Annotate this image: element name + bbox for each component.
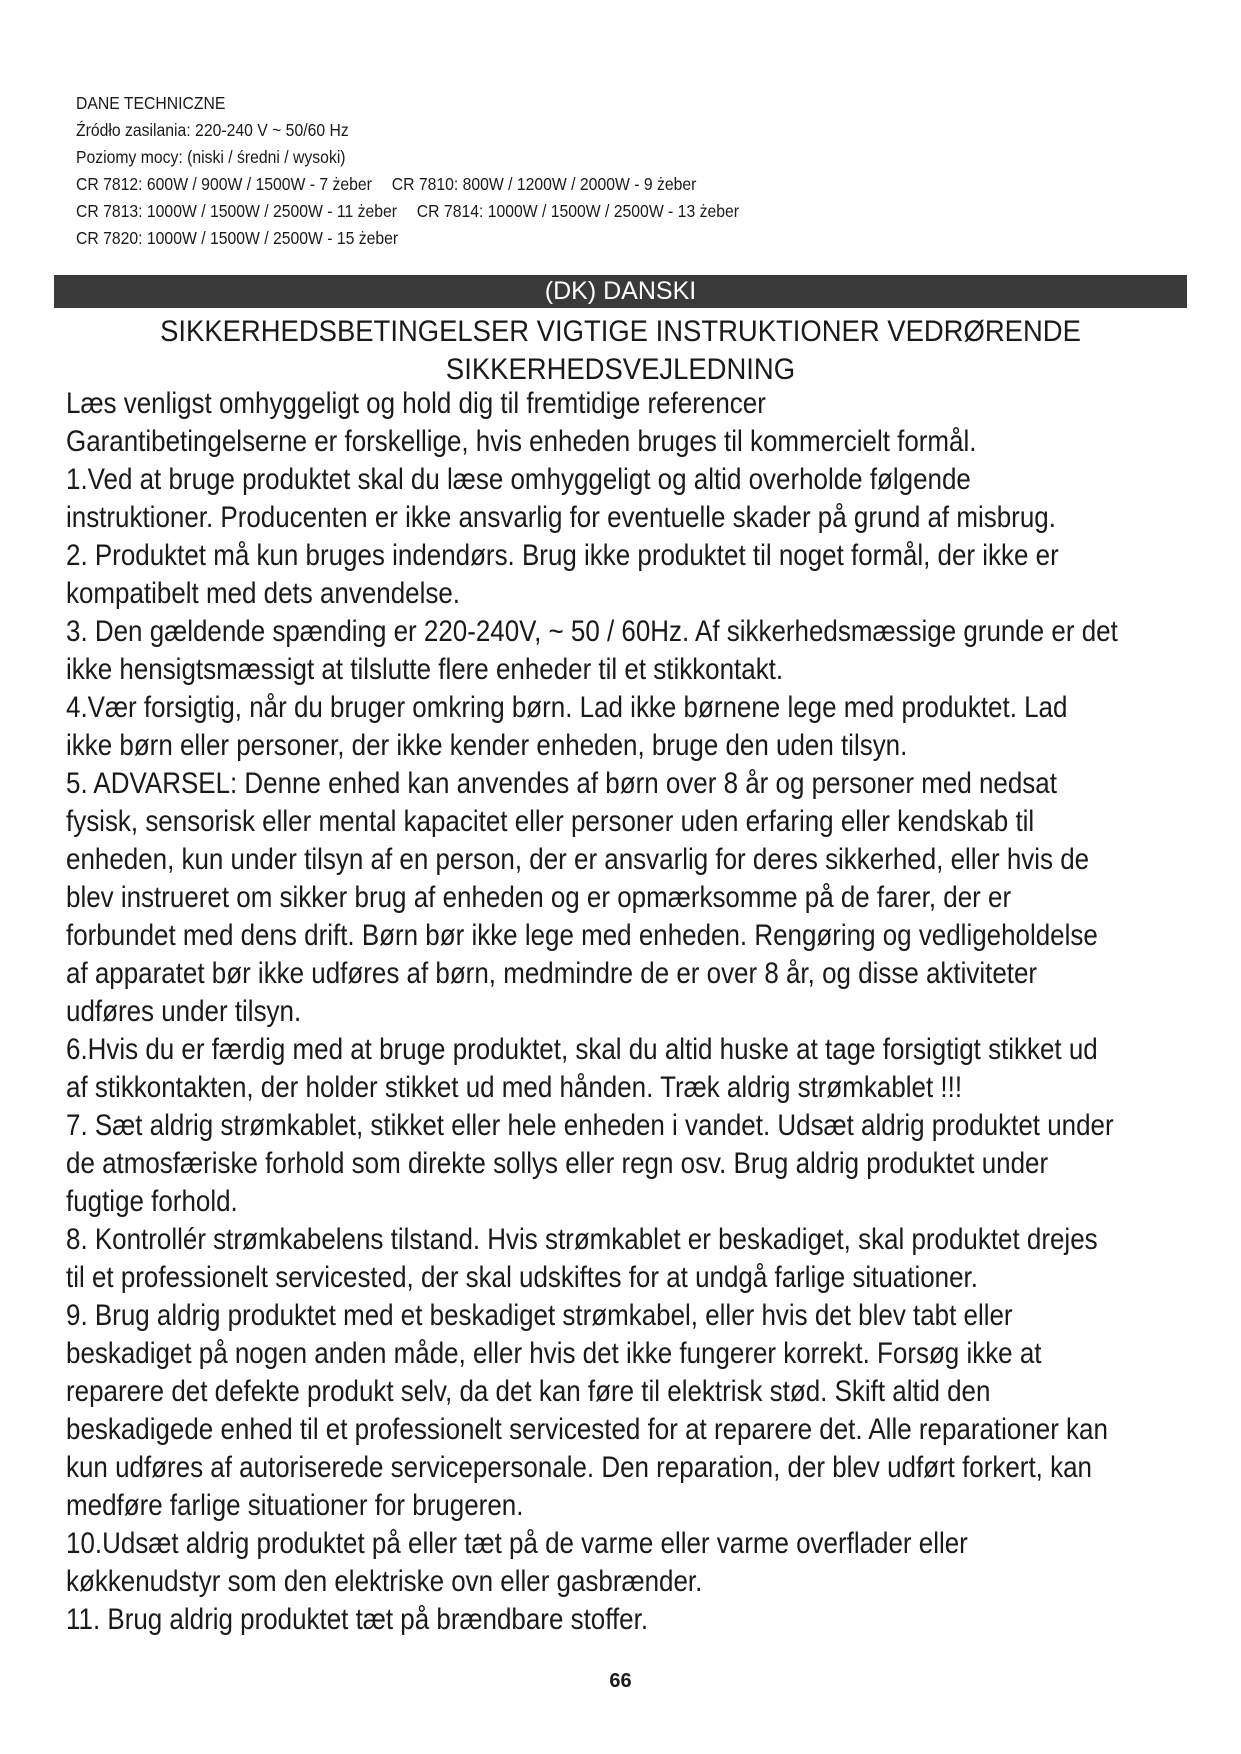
model-spec-row bbox=[76, 225, 1066, 252]
instruction-text-line: 11. Brug aldrig produktet tæt på brændbare stoffer. bbox=[66, 1603, 649, 1636]
instruction-text-line: 10.Udsæt aldrig produktet på eller tæt på de varme eller varme overflader eller bbox=[66, 1527, 968, 1560]
instruction-text-line: beskadigede enhed til et professionelt servicested for at reparere det. Alle reparationer kan bbox=[66, 1413, 1108, 1446]
instruction-text-line: Læs venligst omhyggeligt og hold dig til fremtidige referencer bbox=[66, 387, 766, 420]
instruction-text-line: fugtige forhold. bbox=[66, 1185, 238, 1218]
instruction-text-line: ikke børn eller personer, der ikke kender enheden, bruge den uden tilsyn. bbox=[66, 729, 908, 762]
instruction-text-line: enheden, kun under tilsyn af en person, der er ansvarlig for deres sikkerhed, eller hvis de bbox=[66, 843, 1090, 876]
instruction-text-line: Garantibetingelserne er forskellige, hvis enheden bruges til kommercielt formål. bbox=[66, 425, 977, 458]
instruction-text-line: 5. ADVARSEL: Denne enhed kan anvendes af børn over 8 år og personer med nedsat bbox=[66, 767, 1057, 800]
instruction-text-line: af apparatet bør ikke udføres af børn, medmindre de er over 8 år, og disse aktiviteter bbox=[66, 957, 1038, 990]
instruction-text-line: 8. Kontrollér strømkabelens tilstand. Hvis strømkablet er beskadiget, skal produktet drejes bbox=[66, 1223, 1098, 1256]
instruction-text-line: køkkenudstyr som den elektriske ovn eller gasbrænder. bbox=[66, 1565, 703, 1598]
instruction-text-line: fysisk, sensorisk eller mental kapacitet eller personer uden erfaring eller kendskab til bbox=[66, 805, 1035, 838]
instruction-text-line: kompatibelt med dets anvendelse. bbox=[66, 577, 460, 610]
instruction-text-line: 2. Produktet må kun bruges indendørs. Brug ikke produktet til noget formål, der ikke er bbox=[66, 539, 1059, 572]
model-spec: CR 7814: 1000W / 1500W / 2500W - 13 żeber bbox=[416, 201, 739, 221]
technical-data-block bbox=[76, 90, 1066, 252]
instruction-text-line: 6.Hvis du er færdig med at bruge produktet, skal du altid huske at tage forsigtigt stikket ud bbox=[66, 1033, 1098, 1066]
instruction-text-line: forbundet med dens drift. Børn bør ikke lege med enheden. Rengøring og vedligeholdelse bbox=[66, 919, 1098, 952]
instruction-text-line: 3. Den gældende spænding er 220-240V, ~ 50 / 60Hz. Af sikkerhedsmæssige grunde er det bbox=[66, 615, 1118, 648]
instruction-text-line: 1.Ved at bruge produktet skal du læse omhyggeligt og altid overholde følgende bbox=[66, 463, 971, 496]
language-section-header: (DK) DANSKI bbox=[54, 275, 1187, 308]
instruction-text-line: beskadiget på nogen anden måde, eller hvis det ikke fungerer korrekt. Forsøg ikke at bbox=[66, 1337, 1042, 1370]
instruction-text-line: instruktioner. Producenten er ikke ansvarlig for eventuelle skader på grund af misbrug. bbox=[66, 501, 1056, 534]
model-spec: CR 7812: 600W / 900W / 1500W - 7 żeber bbox=[76, 174, 372, 194]
page-number: 66 bbox=[609, 1670, 632, 1692]
instruction-text-line: 4.Vær forsigtig, når du bruger omkring børn. Lad ikke børnene lege med produktet. Lad bbox=[66, 691, 1068, 724]
instruction-text-line: 7. Sæt aldrig strømkablet, stikket eller hele enheden i vandet. Udsæt aldrig produktet under bbox=[66, 1109, 1114, 1142]
instruction-text-line: til et professionelt servicested, der skal udskiftes for at undgå farlige situationer. bbox=[66, 1261, 978, 1294]
instruction-text-line: reparere det defekte produkt selv, da det kan føre til elektrisk stød. Skift altid den bbox=[66, 1375, 991, 1408]
safety-title-line: SIKKERHEDSBETINGELSER VIGTIGE INSTRUKTIONER VEDRØRENDE bbox=[160, 315, 1081, 348]
instruction-text-line: ikke hensigtsmæssigt at tilslutte flere enheder til et stikkontakt. bbox=[66, 653, 784, 686]
power-levels-spec: Poziomy mocy: (niski / średni / wysoki) bbox=[76, 147, 346, 167]
power-supply-spec: Źródło zasilania: 220-240 V ~ 50/60 Hz bbox=[76, 120, 349, 140]
model-spec: CR 7820: 1000W / 1500W / 2500W - 15 żeber bbox=[76, 228, 399, 248]
safety-title bbox=[94, 313, 1148, 389]
instruction-text-line: 9. Brug aldrig produktet med et beskadiget strømkabel, eller hvis det blev tabt eller bbox=[66, 1299, 1013, 1332]
safety-title-line: SIKKERHEDSVEJLEDNING bbox=[445, 353, 796, 386]
model-spec-row bbox=[76, 171, 1066, 198]
technical-data-heading: DANE TECHNICZNE bbox=[76, 93, 226, 113]
model-spec-row bbox=[76, 198, 1066, 225]
model-spec: CR 7810: 800W / 1200W / 2000W - 9 żeber bbox=[391, 174, 697, 194]
model-spec: CR 7813: 1000W / 1500W / 2500W - 11 żeber bbox=[76, 201, 398, 221]
instruction-text-line: kun udføres af autoriserede servicepersonale. Den reparation, der blev udført forkert, kan bbox=[66, 1451, 1092, 1484]
safety-instructions-body bbox=[66, 385, 1166, 1639]
instruction-text-line: medføre farlige situationer for brugeren. bbox=[66, 1489, 524, 1522]
instruction-text-line: blev instrueret om sikker brug af enheden og er opmærksomme på de farer, der er bbox=[66, 881, 1012, 914]
instruction-text-line: af stikkontakten, der holder stikket ud med hånden. Træk aldrig strømkablet !!! bbox=[66, 1071, 963, 1104]
instruction-text-line: udføres under tilsyn. bbox=[66, 995, 302, 1028]
instruction-text-line: de atmosfæriske forhold som direkte sollys eller regn osv. Brug aldrig produktet under bbox=[66, 1147, 1049, 1180]
